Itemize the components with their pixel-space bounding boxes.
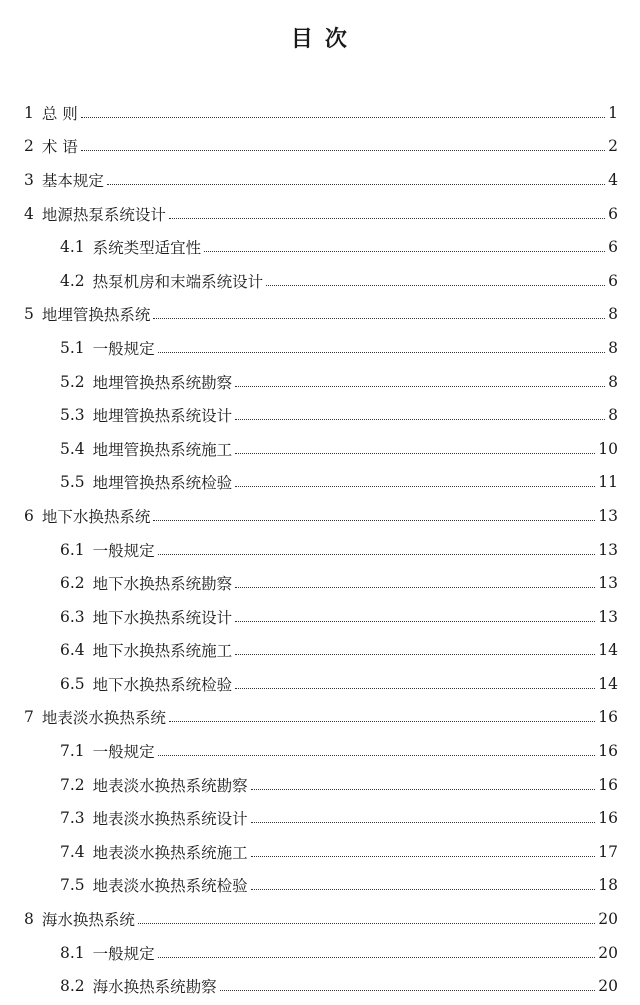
toc-entry-page: 17 <box>598 842 618 861</box>
toc-entry-page: 1 <box>608 103 618 122</box>
toc-entry-page: 8 <box>608 305 618 324</box>
toc-entry-title: 地表淡水换热系统勘察 <box>92 776 248 795</box>
toc-entry-title: 海水换热系统 <box>41 911 135 930</box>
toc-dot-leader <box>158 754 596 756</box>
toc-entry[interactable] <box>0 466 640 500</box>
toc-dot-leader <box>235 586 595 588</box>
toc-entry-number: 6.5 <box>60 674 85 693</box>
toc-dot-leader <box>107 183 605 185</box>
toc-entry[interactable] <box>0 835 640 869</box>
toc-entry-number: 7.4 <box>60 842 85 861</box>
toc-dot-leader <box>235 452 595 454</box>
toc-entry-page: 6 <box>608 271 618 290</box>
toc-entry-title: 地下水换热系统勘察 <box>92 575 233 594</box>
toc-entry-number: 6.2 <box>60 574 85 593</box>
toc-entry-title: 地埋管换热系统设计 <box>92 407 233 426</box>
toc-entry-page: 20 <box>598 943 618 962</box>
toc-entry-title: 总 则 <box>41 104 78 123</box>
toc-entry-page: 13 <box>598 506 618 525</box>
toc-entry[interactable] <box>0 600 640 634</box>
toc-dot-leader <box>158 351 605 353</box>
toc-dot-leader <box>158 553 596 555</box>
toc-entry-page: 16 <box>598 708 618 727</box>
toc-entry[interactable] <box>0 432 640 466</box>
toc-entry[interactable] <box>0 298 640 332</box>
toc-entry-page: 8 <box>608 338 618 357</box>
toc-entry-number: 6 <box>24 506 34 525</box>
toc-entry-page: 8 <box>608 406 618 425</box>
toc-entry-page: 8 <box>608 372 618 391</box>
toc-entry-number: 7.5 <box>60 876 85 895</box>
toc-entry-number: 3 <box>24 170 34 189</box>
toc-entry-page: 16 <box>598 775 618 794</box>
toc-dot-leader <box>158 956 596 958</box>
toc-entry-number: 5 <box>24 305 34 324</box>
toc-entry-title: 地源热泵系统设计 <box>41 205 166 224</box>
toc-entry-number: 6.4 <box>60 641 85 660</box>
toc-entry-page: 2 <box>608 137 618 156</box>
toc-dot-leader <box>266 284 605 286</box>
toc-entry-number: 8.1 <box>60 943 85 962</box>
page-title: 目 次 <box>290 27 350 52</box>
toc-dot-leader <box>153 519 595 521</box>
toc-entry-page: 18 <box>598 876 618 895</box>
toc-dot-leader <box>235 653 595 655</box>
toc-dot-leader <box>81 149 605 151</box>
toc-dot-leader <box>220 989 596 991</box>
toc-entry[interactable] <box>0 768 640 802</box>
table-of-contents <box>0 96 640 1003</box>
toc-entry-number: 1 <box>24 103 34 122</box>
toc-entry-title: 地表淡水换热系统 <box>41 709 166 728</box>
toc-dot-leader <box>251 855 596 857</box>
toc-entry-number: 8.2 <box>60 977 85 996</box>
toc-entry-number: 7.3 <box>60 809 85 828</box>
toc-dot-leader <box>153 317 605 319</box>
toc-entry[interactable] <box>0 801 640 835</box>
toc-dot-leader <box>251 888 596 890</box>
toc-entry[interactable] <box>0 936 640 970</box>
toc-entry-number: 5.2 <box>60 372 85 391</box>
toc-dot-leader <box>235 620 595 622</box>
toc-entry-page: 13 <box>598 540 618 559</box>
toc-dot-leader <box>81 116 605 118</box>
toc-entry-page: 6 <box>608 204 618 223</box>
toc-entry-title: 地下水换热系统 <box>41 507 151 526</box>
toc-dot-leader <box>204 250 605 252</box>
toc-entry[interactable] <box>0 969 640 1003</box>
toc-entry[interactable] <box>0 533 640 567</box>
toc-entry[interactable] <box>0 163 640 197</box>
toc-dot-leader <box>138 922 595 924</box>
toc-dot-leader <box>235 485 595 487</box>
toc-entry-number: 6.1 <box>60 540 85 559</box>
toc-entry-title: 地下水换热系统设计 <box>92 608 233 627</box>
toc-entry[interactable] <box>0 96 640 130</box>
toc-entry-title: 地埋管换热系统检验 <box>92 474 233 493</box>
toc-entry[interactable] <box>0 499 640 533</box>
toc-entry-number: 6.3 <box>60 607 85 626</box>
toc-entry[interactable] <box>0 869 640 903</box>
toc-entry-number: 7.1 <box>60 742 85 761</box>
toc-entry[interactable] <box>0 634 640 668</box>
toc-entry[interactable] <box>0 701 640 735</box>
toc-entry-page: 6 <box>608 238 618 257</box>
toc-dot-leader <box>251 788 596 790</box>
toc-entry-title: 基本规定 <box>41 171 104 190</box>
toc-entry-title: 地下水换热系统检验 <box>92 675 233 694</box>
toc-dot-leader <box>235 687 595 689</box>
toc-entry-title: 系统类型适宜性 <box>92 239 202 258</box>
toc-entry-page: 16 <box>598 742 618 761</box>
toc-dot-leader <box>251 821 596 823</box>
toc-entry-title: 地埋管换热系统施工 <box>92 440 233 459</box>
toc-entry[interactable] <box>0 667 640 701</box>
toc-entry[interactable] <box>0 566 640 600</box>
toc-entry-number: 8 <box>24 910 34 929</box>
toc-entry-number: 7.2 <box>60 775 85 794</box>
toc-entry-title: 热泵机房和末端系统设计 <box>92 272 264 291</box>
toc-dot-leader <box>169 217 605 219</box>
toc-dot-leader <box>235 418 605 420</box>
toc-entry-page: 10 <box>598 439 618 458</box>
toc-entry-title: 一般规定 <box>92 541 155 560</box>
toc-entry-number: 5.5 <box>60 473 85 492</box>
toc-entry-number: 5.4 <box>60 439 85 458</box>
toc-entry-page: 13 <box>598 574 618 593</box>
toc-entry-number: 4.2 <box>60 271 85 290</box>
toc-dot-leader <box>235 385 605 387</box>
toc-entry[interactable] <box>0 264 640 298</box>
toc-entry-page: 14 <box>598 674 618 693</box>
toc-entry[interactable] <box>0 398 640 432</box>
toc-entry-title: 海水换热系统勘察 <box>92 978 217 997</box>
toc-entry-title: 地表淡水换热系统施工 <box>92 843 248 862</box>
toc-dot-leader <box>169 720 595 722</box>
toc-entry-page: 13 <box>598 607 618 626</box>
toc-entry-page: 20 <box>598 977 618 996</box>
toc-entry-number: 2 <box>24 137 34 156</box>
toc-entry-page: 4 <box>608 170 618 189</box>
toc-entry-title: 一般规定 <box>92 743 155 762</box>
toc-entry-title: 地表淡水换热系统设计 <box>92 810 248 829</box>
toc-entry-number: 4 <box>24 204 34 223</box>
toc-entry-title: 地埋管换热系统勘察 <box>92 373 233 392</box>
toc-entry[interactable] <box>0 197 640 231</box>
toc-entry-title: 一般规定 <box>92 944 155 963</box>
toc-entry[interactable] <box>0 365 640 399</box>
toc-entry-title: 一般规定 <box>92 339 155 358</box>
toc-entry-title: 地下水换热系统施工 <box>92 642 233 661</box>
toc-entry[interactable] <box>0 331 640 365</box>
toc-entry-page: 14 <box>598 641 618 660</box>
toc-entry-title: 地表淡水换热系统检验 <box>92 877 248 896</box>
toc-entry-number: 5.3 <box>60 406 85 425</box>
toc-entry-page: 20 <box>598 910 618 929</box>
toc-entry-page: 11 <box>598 473 618 492</box>
toc-entry[interactable] <box>0 902 640 936</box>
toc-entry-number: 4.1 <box>60 238 85 257</box>
toc-entry[interactable] <box>0 734 640 768</box>
toc-entry[interactable] <box>0 230 640 264</box>
toc-entry-page: 16 <box>598 809 618 828</box>
toc-entry[interactable] <box>0 130 640 164</box>
toc-entry-number: 7 <box>24 708 34 727</box>
toc-entry-number: 5.1 <box>60 338 85 357</box>
toc-entry-title: 地埋管换热系统 <box>41 306 151 325</box>
toc-entry-title: 术 语 <box>41 138 78 157</box>
